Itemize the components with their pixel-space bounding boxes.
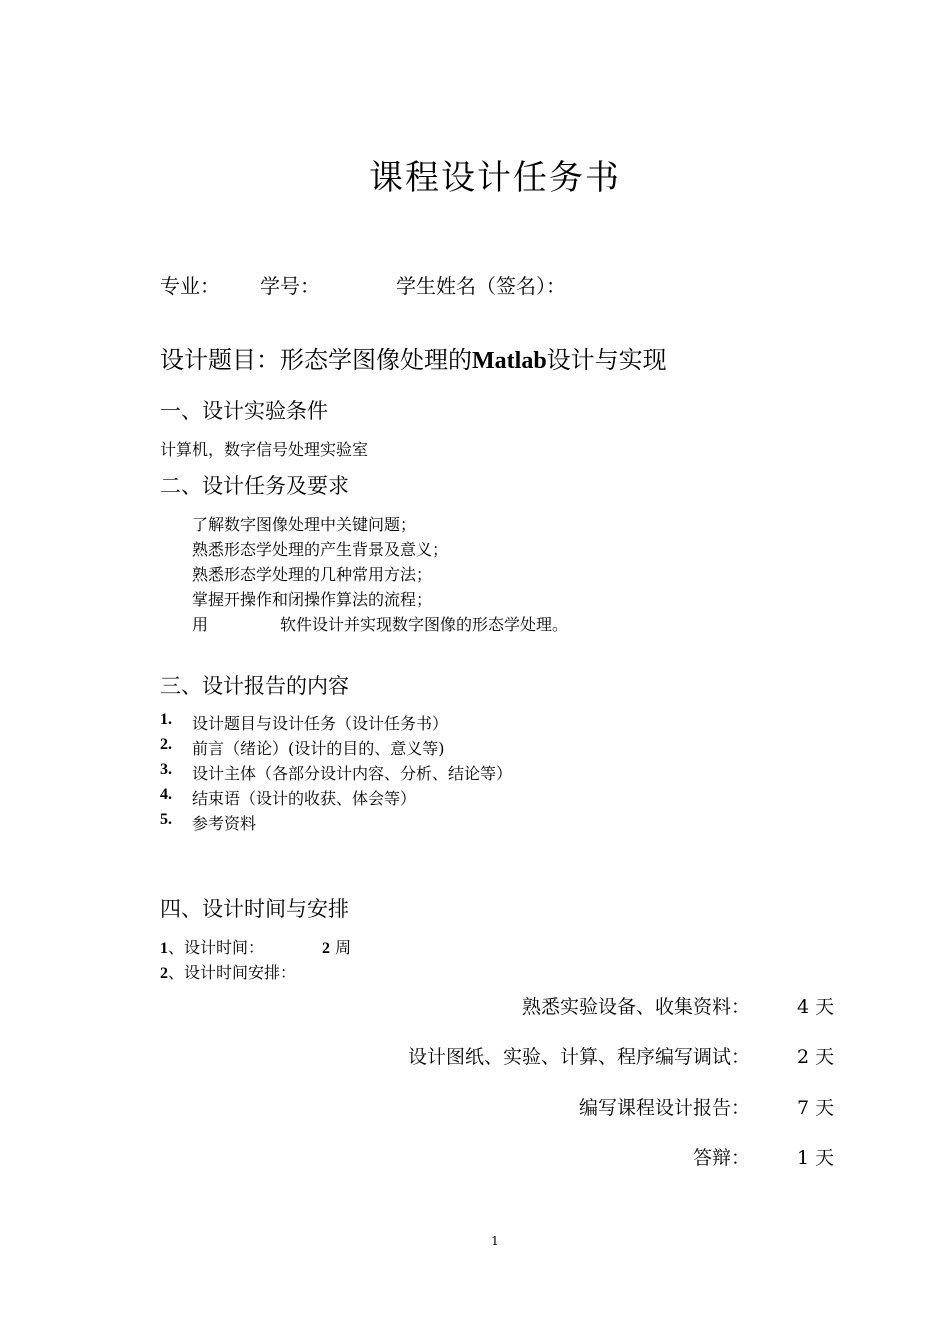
- list-item: 熟悉形态学处理的几种常用方法；: [192, 565, 433, 584]
- duration-value: [322, 935, 351, 958]
- schedule-item-days: 2 天: [797, 1046, 835, 1068]
- student-id-label: 学号：: [260, 274, 320, 298]
- list-item-suffix: 软件设计并实现数字图像的形态学处理。: [280, 615, 569, 634]
- list-item-prefix: 用: [192, 615, 209, 634]
- list-number: 1.: [160, 711, 172, 728]
- list-item: 前言（绪论）(设计的目的、意义等): [192, 739, 445, 758]
- line-number: 2: [160, 965, 168, 982]
- line-number: 1: [160, 940, 168, 957]
- document-title: 课程设计任务书: [369, 158, 621, 198]
- schedule-label: 、设计时间安排：: [168, 963, 297, 982]
- list-item: 设计主体（各部分设计内容、分析、结论等）: [192, 764, 513, 783]
- topic-prefix: 设计题目：形态学图像处理的: [160, 346, 472, 374]
- schedule-item-label: 答辩：: [692, 1147, 750, 1169]
- topic-bold: Matlab: [472, 348, 547, 374]
- duration-number: 2: [322, 940, 330, 957]
- section-4-heading: 四、设计时间与安排: [160, 897, 349, 921]
- design-duration-line: [160, 935, 264, 958]
- topic-suffix: 设计与实现: [546, 346, 667, 374]
- major-label: 专业：: [160, 274, 220, 298]
- section-2-heading: 二、设计任务及要求: [160, 474, 349, 498]
- list-item: 掌握开操作和闭操作算法的流程；: [192, 590, 433, 609]
- duration-label: 、设计时间：: [168, 938, 265, 957]
- schedule-item-days: 1 天: [797, 1147, 835, 1169]
- list-item: 结束语（设计的收获、体会等）: [192, 789, 417, 808]
- schedule-item-days: 4 天: [797, 996, 835, 1018]
- list-item: 熟悉形态学处理的产生背景及意义；: [192, 540, 449, 559]
- schedule-item-label: 编写课程设计报告：: [578, 1097, 750, 1119]
- list-item: 设计题目与设计任务（设计任务书）: [192, 714, 449, 733]
- list-item: 参考资料: [192, 814, 257, 833]
- list-number: 2.: [160, 736, 172, 753]
- section-3-heading: 三、设计报告的内容: [160, 674, 349, 698]
- section-1-heading: 一、设计实验条件: [160, 399, 328, 423]
- section-1-text: 计算机，数字信号处理实验室: [160, 440, 369, 459]
- list-number: 4.: [160, 786, 172, 803]
- design-topic: [160, 340, 667, 375]
- student-name-label: 学生姓名（签名）：: [396, 274, 566, 298]
- list-number: 3.: [160, 761, 172, 778]
- schedule-item-label: 设计图纸、实验、计算、程序编写调试：: [407, 1046, 750, 1068]
- list-number: 5.: [160, 811, 172, 828]
- duration-unit: 周: [335, 938, 352, 957]
- list-item: 了解数字图像处理中关键问题；: [192, 515, 417, 534]
- schedule-line: [160, 960, 296, 983]
- page-number: 1: [491, 1234, 499, 1248]
- schedule-item-label: 熟悉实验设备、收集资料：: [521, 996, 750, 1018]
- schedule-item-days: 7 天: [797, 1097, 835, 1119]
